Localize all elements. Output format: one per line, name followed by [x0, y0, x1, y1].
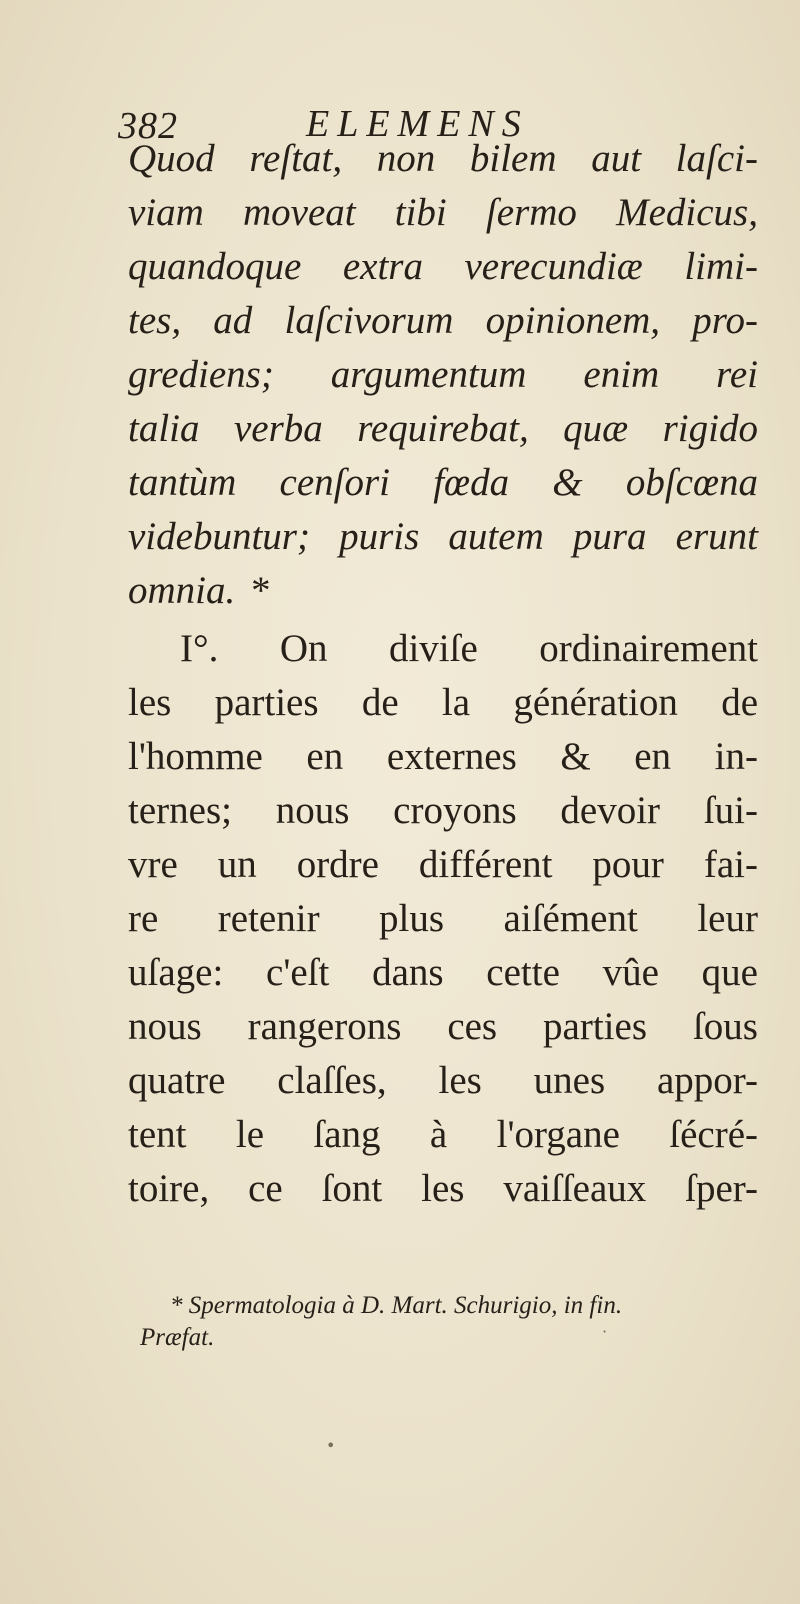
word: de	[361, 681, 399, 724]
word: videbuntur;	[128, 515, 310, 558]
french-line	[128, 1004, 758, 1058]
latin-line	[128, 136, 758, 190]
word: talia	[128, 407, 200, 450]
word: laſci-	[675, 137, 758, 180]
word: in-	[714, 735, 758, 778]
word: le	[235, 1113, 265, 1156]
word: c'eſt	[266, 951, 330, 994]
word: plus	[379, 897, 445, 940]
word: ternes;	[128, 789, 232, 832]
word: Medicus,	[616, 191, 758, 234]
word: verecundiæ	[464, 245, 643, 288]
ink-speck: •	[326, 1436, 336, 1455]
word: pour	[592, 843, 664, 886]
body-text	[128, 136, 758, 1220]
word: les	[438, 1059, 482, 1102]
word: ſous	[692, 1005, 758, 1048]
word: quæ	[563, 407, 629, 450]
word: à	[429, 1113, 448, 1156]
word: les	[421, 1167, 465, 1210]
word: génération	[513, 681, 678, 724]
french-line	[128, 788, 758, 842]
word: tent	[128, 1113, 187, 1156]
word: ſont	[321, 1167, 383, 1210]
word: obſcœna	[625, 461, 758, 504]
word: fai-	[703, 843, 758, 886]
word: vre	[128, 843, 178, 886]
word: ſang	[313, 1113, 381, 1156]
word: reſtat,	[249, 137, 343, 180]
word: fœda	[433, 461, 510, 504]
word: croyons	[393, 789, 517, 832]
word: vaiſſeaux	[503, 1167, 647, 1210]
word: ces	[447, 1005, 498, 1048]
word: toire,	[128, 1167, 210, 1210]
word: *	[249, 569, 269, 612]
word: un	[217, 843, 257, 886]
word: erunt	[675, 515, 758, 558]
latin-passage	[128, 136, 758, 622]
word: verba	[233, 407, 323, 450]
word: quandoque	[128, 245, 302, 288]
word: rigido	[662, 407, 758, 450]
word: moveat	[242, 191, 356, 234]
french-line	[128, 734, 758, 788]
word: opinionem,	[485, 299, 661, 342]
word: tes,	[128, 299, 182, 342]
word: retenir	[217, 897, 320, 940]
latin-line	[128, 190, 758, 244]
word: parties	[543, 1005, 648, 1048]
word: aiſément	[503, 897, 638, 940]
word: que	[701, 951, 758, 994]
french-line	[128, 1058, 758, 1112]
word: bilem	[469, 137, 557, 180]
word: requirebat,	[357, 407, 529, 450]
footnote-line: * Spermatologia à D. Mart. Schurigio, in fin.	[170, 1292, 623, 1319]
word: ordre	[296, 843, 379, 886]
word: tibi	[394, 191, 447, 234]
word: nous	[275, 789, 350, 832]
word: claſſes,	[277, 1059, 387, 1102]
word: devoir	[560, 789, 661, 832]
word: les	[128, 681, 172, 724]
word: omnia.	[128, 569, 236, 612]
word: ſui-	[703, 789, 758, 832]
word: en	[634, 735, 672, 778]
word: autem	[448, 515, 544, 558]
word: ce	[248, 1167, 283, 1210]
word: uſage:	[128, 951, 224, 994]
word: enim	[583, 353, 660, 396]
latin-line	[128, 514, 758, 568]
word: l'organe	[496, 1113, 620, 1156]
word: viam	[128, 191, 204, 234]
word: externes	[386, 735, 517, 778]
word: non	[376, 137, 436, 180]
french-line	[128, 1166, 758, 1220]
word: pura	[572, 515, 647, 558]
word: parties	[214, 681, 319, 724]
word: rei	[716, 353, 758, 396]
word: la	[441, 681, 471, 724]
word: nous	[128, 1005, 202, 1048]
word: &	[560, 735, 591, 778]
word: ſermo	[485, 191, 577, 234]
latin-line	[128, 460, 758, 514]
french-passage	[128, 626, 758, 1220]
french-line	[128, 842, 758, 896]
word: unes	[533, 1059, 606, 1102]
word: l'homme	[128, 735, 263, 778]
word: diviſe	[388, 627, 478, 670]
word: ordinairement	[539, 627, 758, 670]
word: tantùm	[128, 461, 237, 504]
word: cette	[486, 951, 560, 994]
word: appor-	[656, 1059, 758, 1102]
french-line	[128, 950, 758, 1004]
word: extra	[342, 245, 423, 288]
word: puris	[339, 515, 420, 558]
word: aut	[591, 137, 642, 180]
ink-speck: ·	[602, 1322, 608, 1341]
word: ad	[213, 299, 253, 342]
word: quatre	[128, 1059, 226, 1102]
word: de	[721, 681, 758, 724]
page-number: 382	[118, 105, 178, 147]
word: ſper-	[685, 1167, 758, 1210]
french-line	[128, 626, 758, 680]
latin-line	[128, 244, 758, 298]
latin-line	[128, 568, 758, 622]
word: grediens;	[128, 353, 274, 396]
footnote-line: Præfat.	[140, 1324, 215, 1351]
footnote	[140, 1290, 780, 1354]
latin-line	[128, 352, 758, 406]
word: leur	[697, 897, 758, 940]
word: argumentum	[330, 353, 527, 396]
running-head: ELEMENS	[306, 103, 529, 145]
word: cenſori	[279, 461, 391, 504]
word: re	[128, 897, 159, 940]
word: rangerons	[247, 1005, 402, 1048]
word: &	[552, 461, 583, 504]
word: dans	[372, 951, 444, 994]
word: On	[279, 627, 328, 670]
word: en	[306, 735, 344, 778]
word: I°.	[180, 627, 219, 670]
latin-line	[128, 298, 758, 352]
french-line	[128, 896, 758, 950]
word: limi-	[684, 245, 758, 288]
word: laſcivorum	[284, 299, 454, 342]
french-line	[128, 680, 758, 734]
word: Quod	[128, 137, 215, 180]
word: pro-	[692, 299, 758, 342]
french-line	[128, 1112, 758, 1166]
word: différent	[418, 843, 553, 886]
word: vûe	[602, 951, 659, 994]
latin-line	[128, 406, 758, 460]
word: ſécré-	[669, 1113, 758, 1156]
